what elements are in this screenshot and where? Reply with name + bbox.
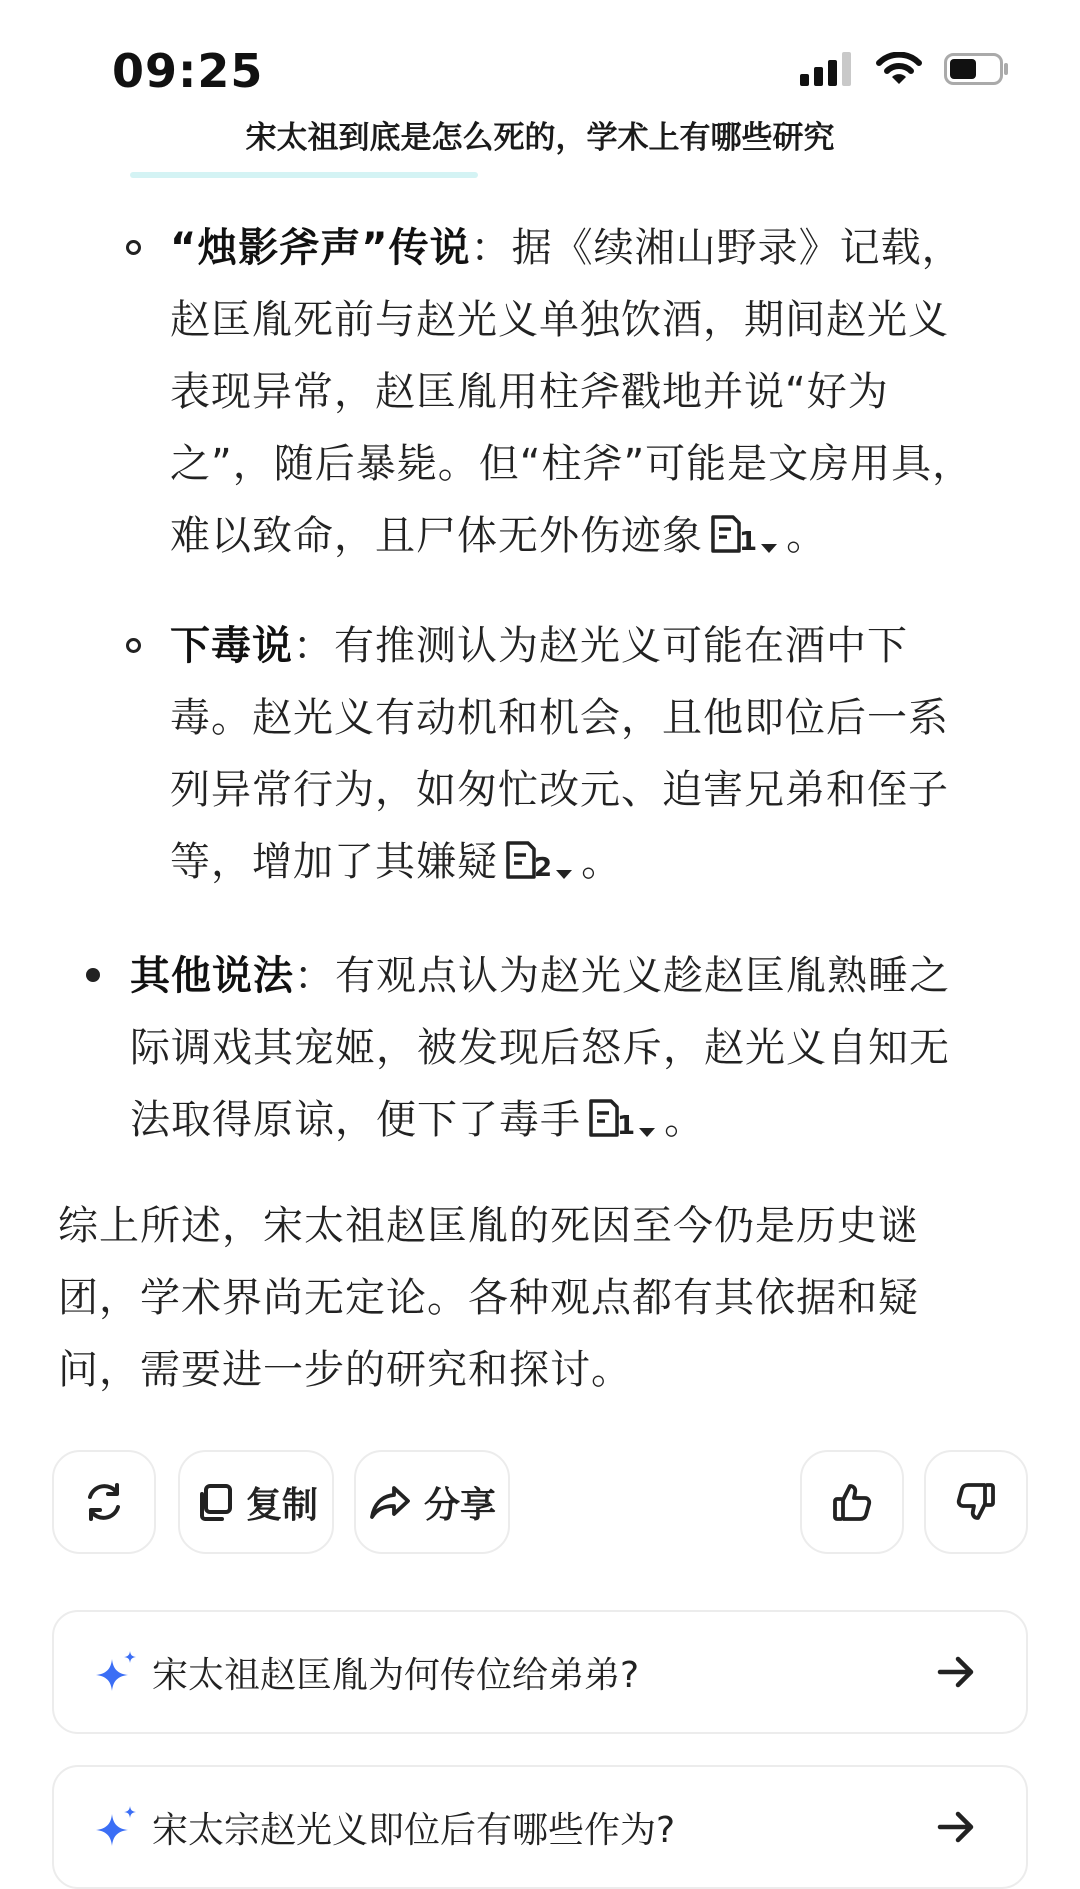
status-icons [800, 52, 1010, 90]
item-end: 。 [786, 513, 828, 559]
status-time: 09:25 [112, 44, 264, 98]
caret-down-icon [636, 1125, 658, 1139]
suggestion-text: 宋太宗赵光义即位后有哪些作为? [152, 1809, 676, 1851]
suggestion-item[interactable] [52, 1610, 1028, 1734]
sub-bullet [126, 240, 141, 255]
item-text: 难以致命，且尸体无外伤迹象 [170, 513, 703, 559]
wifi-icon [876, 52, 922, 90]
status-bar [0, 0, 1080, 118]
item-text: ：有推测认为赵光义可能在酒中下 [293, 623, 908, 669]
thumbs-up-button[interactable] [800, 1450, 904, 1554]
item-text: 等，增加了其嫌疑 [170, 839, 498, 885]
item-text: 列异常行为，如匆忙改元、迫害兄弟和侄子 [170, 767, 949, 813]
share-label: 分享 [423, 1484, 496, 1526]
summary-paragraph [58, 1190, 1048, 1406]
citation-button[interactable] [504, 839, 575, 881]
citation-button[interactable] [587, 1097, 658, 1139]
item-text: 之”，随后暴毙。但“柱斧”可能是文房用具， [170, 441, 974, 487]
sparkle-icon [94, 1804, 140, 1850]
item-end: 。 [581, 839, 623, 885]
item-heading: “烛影斧声”传说 [170, 225, 471, 271]
document-icon [587, 1097, 621, 1139]
item-text: 法取得原谅，便下了毒手 [130, 1097, 581, 1143]
list-item [130, 940, 1050, 1156]
action-row [52, 1450, 1028, 1554]
share-button[interactable] [354, 1450, 510, 1554]
citation-button[interactable] [709, 513, 780, 555]
sparkle-icon [94, 1649, 140, 1695]
thumbs-down-button[interactable] [924, 1450, 1028, 1554]
battery-icon [944, 52, 1010, 90]
refresh-icon [81, 1479, 127, 1525]
item-text: 际调戏其宠姬，被发现后怒斥，赵光义自知无 [130, 1025, 950, 1071]
list-item [170, 212, 1050, 572]
thumbs-down-icon [954, 1480, 998, 1524]
item-end: 。 [664, 1097, 706, 1143]
suggestion-text: 宋太祖赵匡胤为何传位给弟弟? [152, 1654, 640, 1696]
main-bullet [86, 968, 100, 982]
citation-count: 2 [534, 853, 554, 883]
summary-line: 团，学术界尚无定论。各种观点都有其依据和疑 [58, 1275, 919, 1321]
share-icon [368, 1482, 412, 1522]
regenerate-button[interactable] [52, 1450, 156, 1554]
copy-label: 复制 [245, 1484, 318, 1526]
item-heading: 下毒说 [170, 623, 293, 669]
title-underline [130, 172, 478, 178]
item-text: 表现异常，赵匡胤用柱斧戳地并说“好为 [170, 369, 889, 415]
arrow-right-icon [936, 1809, 976, 1845]
item-heading: 其他说法 [130, 953, 294, 999]
caret-down-icon [758, 541, 780, 555]
item-text: ：有观点认为赵光义趁赵匡胤熟睡之 [294, 953, 950, 999]
copy-button[interactable] [178, 1450, 334, 1554]
thumbs-up-icon [830, 1480, 874, 1524]
item-text: 毒。赵光义有动机和机会，且他即位后一系 [170, 695, 949, 741]
summary-line: 综上所述，宋太祖赵匡胤的死因至今仍是历史谜 [58, 1203, 919, 1249]
caret-down-icon [553, 867, 575, 881]
list-item [170, 610, 1050, 898]
arrow-right-icon [936, 1654, 976, 1690]
conversation-title: 宋太祖到底是怎么死的，学术上有哪些研究 [245, 120, 835, 156]
item-text: 赵匡胤死前与赵光义单独饮酒，期间赵光义 [170, 297, 949, 343]
document-icon [709, 513, 743, 555]
item-text: ：据《续湘山野录》记载， [470, 225, 963, 271]
document-icon [504, 839, 538, 881]
sub-bullet [126, 638, 141, 653]
suggestion-item[interactable] [52, 1765, 1028, 1889]
citation-count: 1 [617, 1111, 637, 1141]
summary-line: 问，需要进一步的研究和探讨。 [58, 1347, 632, 1393]
signal-icon [800, 52, 854, 90]
citation-count: 1 [739, 527, 759, 557]
copy-icon [194, 1482, 234, 1522]
